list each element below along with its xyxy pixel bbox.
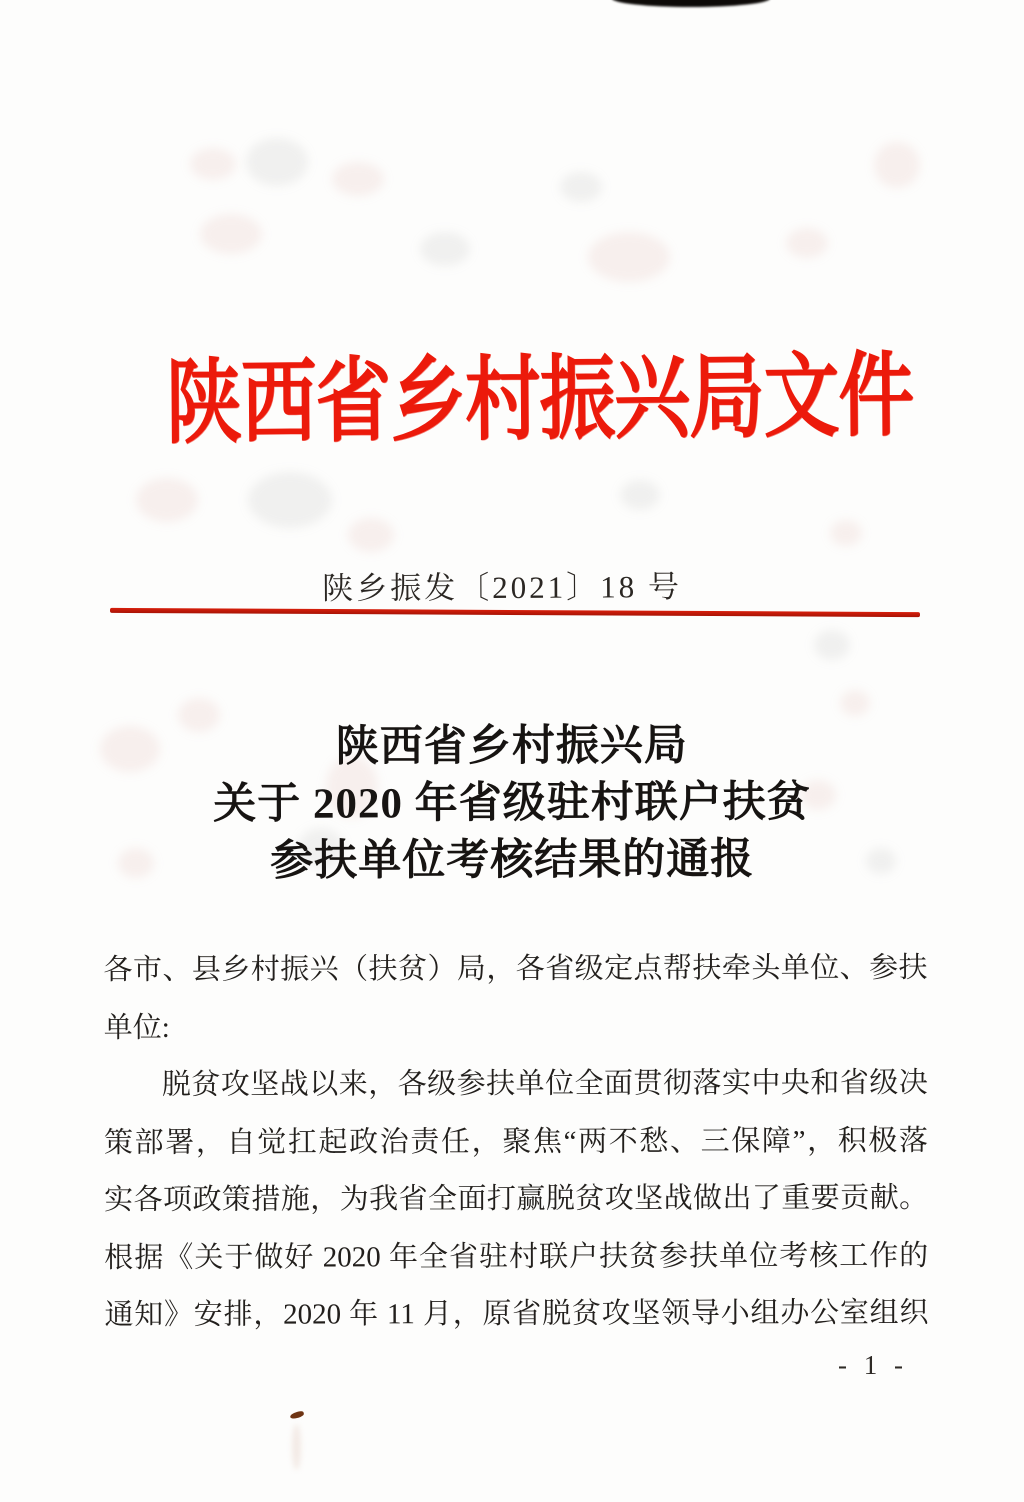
letterhead-title: 陕西省乡村振兴局文件 [165,344,914,455]
bleed-smudge [248,472,332,528]
bleed-smudge [840,690,870,716]
bleed-smudge [814,630,850,660]
document-body [103,945,928,1350]
bleed-smudge [420,232,470,266]
scanner-edge-artifact [612,0,770,7]
doc-number: 陕乡振发〔2021〕18 号 [322,569,682,606]
body-line-1: 脱贫攻坚战以来，各级参扶单位全面贯彻落实中央和省级决 [161,1066,928,1101]
ink-smear-artifact [292,1424,301,1470]
bleed-smudge [874,142,920,188]
bleed-smudge [200,214,262,254]
bleed-smudge [620,480,660,510]
bleed-smudge [246,138,308,186]
document-title-line-1: 陕西省乡村振兴局 [335,722,688,771]
bleed-smudge [332,162,384,196]
body-line-5: 通知》安排，2020 年 11 月，原省脱贫攻坚领导小组办公室组织 [104,1296,929,1332]
salutation-line-1: 各市、县乡村振兴（扶贫）局，各省级定点帮扶牵头单位、参扶 [103,951,928,987]
red-separator-line [110,608,920,617]
bleed-smudge [830,520,862,546]
bleed-smudge [588,232,670,282]
bleed-smudge [786,228,828,258]
document-title [0,716,1024,891]
document-title-line-3: 参扶单位考核结果的通报 [270,836,755,885]
bleed-smudge [348,518,394,552]
body-line-2: 策部署，自觉扛起政治责任，聚焦“两不愁、三保障”，积极落 [103,1124,929,1159]
document-title-line-2: 关于 2020 年省级驻村联户扶贫 [213,778,811,829]
body-line-4: 根据《关于做好 2020 年全省驻村联户扶贫参扶单位考核工作的 [104,1239,929,1274]
bleed-smudge [136,478,198,522]
bleed-smudge [560,172,602,202]
ink-speck-artifact [289,1410,304,1419]
body-line-3: 实各项政策措施，为我省全面打赢脱贫攻坚战做出了重要贡献。 [104,1181,929,1217]
page-number: - 1 - [838,1350,908,1380]
salutation-line-2: 单位: [103,1011,170,1044]
bleed-smudge [190,148,236,180]
